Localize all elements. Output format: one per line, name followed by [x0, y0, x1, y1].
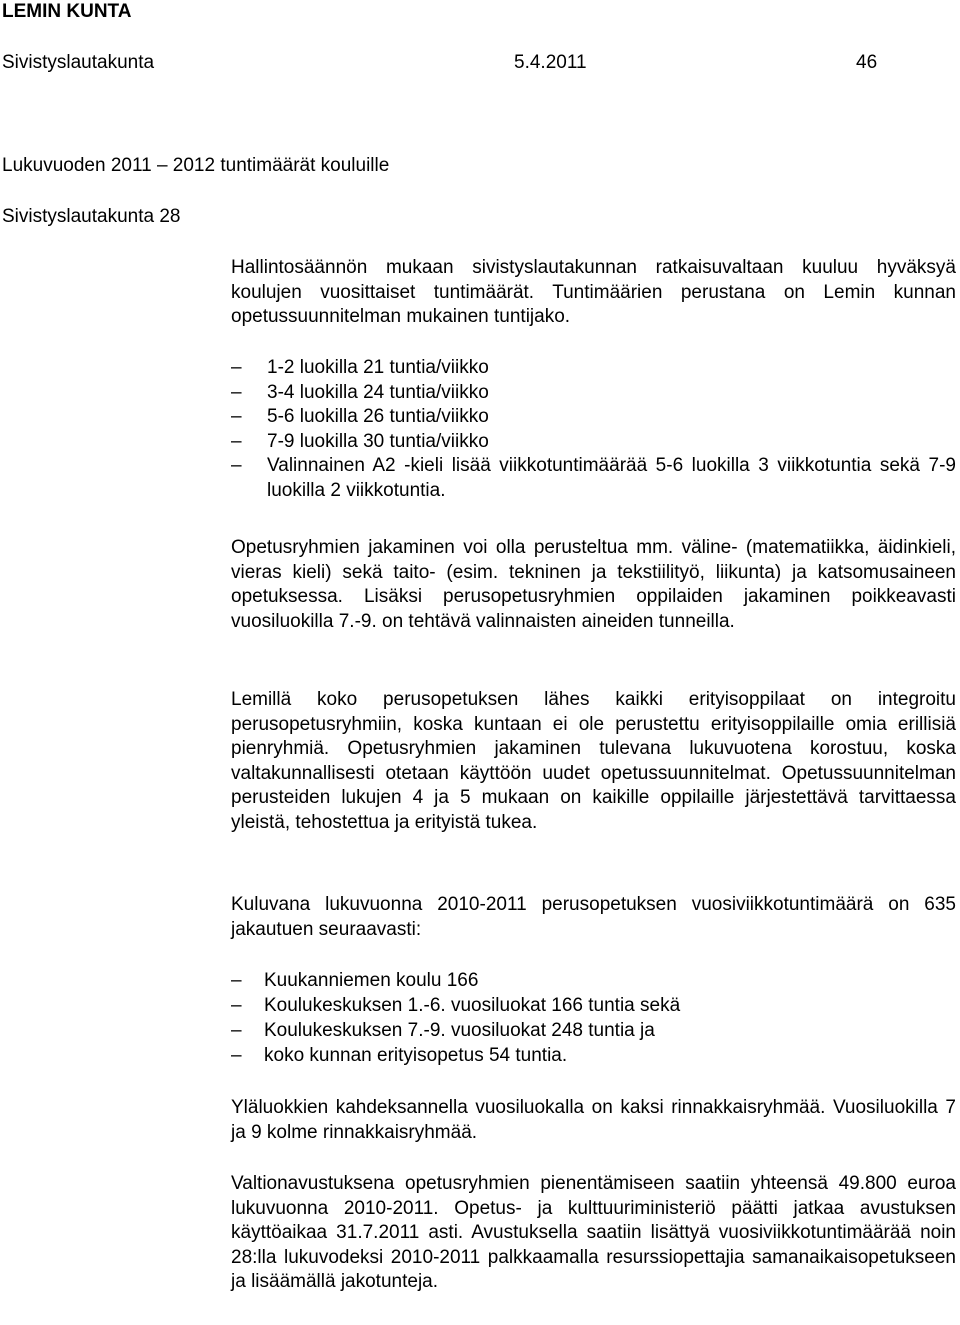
- intro-text: Hallintosäännön mukaan sivistyslautakunnan ratkaisuvaltaan kuuluu hyväksyä koulujen vuosittaiset tuntimäärät. Tuntimäärien perustana on Lemin kunnan opetussuunnitelman mukainen tuntijako.: [231, 257, 956, 328]
- list-item: [231, 356, 956, 381]
- dash-marker: –: [231, 406, 242, 428]
- list-item: [231, 1018, 956, 1043]
- list-item: [231, 430, 956, 455]
- organization-name: LEMIN KUNTA: [2, 1, 132, 22]
- current-year-text: Kuluvana lukuvuonna 2010-2011 perusopetuksen vuosiviikkotuntimäärä on 635 jakautuen seuraavasti:: [231, 894, 956, 940]
- list-item: [231, 405, 956, 430]
- list-item: [231, 968, 956, 993]
- distribution-list: [231, 968, 956, 1068]
- intro-paragraph: [231, 256, 956, 330]
- header-date: 5.4.2011: [514, 52, 587, 73]
- list-item-text: Kuukanniemen koulu 166: [264, 970, 479, 991]
- list-item-text: 7-9 luokilla 30 tuntia/viikko: [267, 430, 489, 452]
- page-number: 46: [856, 52, 878, 73]
- dash-marker: –: [231, 381, 242, 403]
- dash-marker: –: [231, 995, 242, 1016]
- list-item: [231, 381, 956, 406]
- current-year-paragraph: [231, 893, 956, 942]
- grouping-text: Opetusryhmien jakaminen voi olla perusteltua mm. väline- (matematiikka, äidinkieli, vieras kieli) sekä taito- (esim. tekninen ja tekstiilityö, liikunta) ja katsomusaineen opetuksessa. Lisäksi perusopetusryhmien oppilaiden jakaminen poikkeavasti vuosiluokilla 7.-9. on tehtävä valinnaisten aineiden tunneilla.: [231, 537, 956, 632]
- dash-marker: –: [231, 430, 242, 452]
- upper-grades-paragraph: [231, 1096, 956, 1145]
- section-reference: Sivistyslautakunta 28: [2, 206, 181, 227]
- special-needs-text: Lemillä koko perusopetuksen lähes kaikki erityisoppilaat on integroitu perusopetusryhmiin, koska kuntaan ei ole perustettu erityisoppilaille omia erillisiä pienryhmiä. Opetusryhmien jakaminen tulevana lukuvuotena korostuu, koska valtakunnallisesti otetaan käyttöön uudet opetussuunnitelmat. Opetussuunnitelman perusteiden lukujen 4 ja 5 mukaan on kaikille oppilaille järjestettävä tarvittaessa yleistä, tehostettua ja erityistä tukea.: [231, 689, 956, 833]
- grant-paragraph: [231, 1172, 956, 1295]
- topic-title: Lukuvuoden 2011 – 2012 tuntimäärät kouluille: [2, 155, 390, 176]
- list-item-text: Valinnainen A2 -kieli lisää viikkotuntimäärää 5-6 luokilla 3 viikkotuntia sekä 7-9 luokilla 2 viikkotuntia.: [267, 455, 956, 501]
- dash-marker: –: [231, 357, 242, 378]
- upper-grades-text: Yläluokkien kahdeksannella vuosiluokalla on kaksi rinnakkaisryhmää. Vuosiluokilla 7 ja 9 kolme rinnakkaisryhmää.: [231, 1097, 956, 1143]
- list-item: [231, 993, 956, 1018]
- list-item-text: Koulukeskuksen 1.-6. vuosiluokat 166 tuntia sekä: [264, 995, 681, 1016]
- dash-marker: –: [231, 455, 242, 477]
- list-item: [231, 1043, 956, 1068]
- list-item-text: 1-2 luokilla 21 tuntia/viikko: [267, 357, 489, 378]
- dash-marker: –: [231, 1045, 242, 1066]
- special-needs-paragraph: [231, 688, 956, 836]
- dash-marker: –: [231, 970, 242, 991]
- grant-text: Valtionavustuksena opetusryhmien pienentämiseen saatiin yhteensä 49.800 euroa lukuvuonna 2010-2011. Opetus- ja kulttuuriministeriö päätti jatkaa avustuksen käyttöaikaa 31.7.2011 asti. Avustuksella saatiin lisättyä vuosiviikkotuntimäärää noin 28:lla lukuvodeksi 2010-2011 palkkaamalla resurssiopettajia samanaikaisopetukseen ja lisäämällä jakotunteja.: [231, 1173, 956, 1293]
- list-item: [231, 454, 956, 503]
- list-item-text: 5-6 luokilla 26 tuntia/viikko: [267, 406, 489, 428]
- list-item-text: Koulukeskuksen 7.-9. vuosiluokat 248 tuntia ja: [264, 1020, 655, 1041]
- dash-marker: –: [231, 1020, 242, 1041]
- header-body-name: Sivistyslautakunta: [2, 52, 155, 73]
- hours-list: [231, 356, 956, 504]
- list-item-text: 3-4 luokilla 24 tuntia/viikko: [267, 381, 489, 403]
- list-item-text: koko kunnan erityisopetus 54 tuntia.: [264, 1045, 568, 1066]
- grouping-paragraph: [231, 536, 956, 634]
